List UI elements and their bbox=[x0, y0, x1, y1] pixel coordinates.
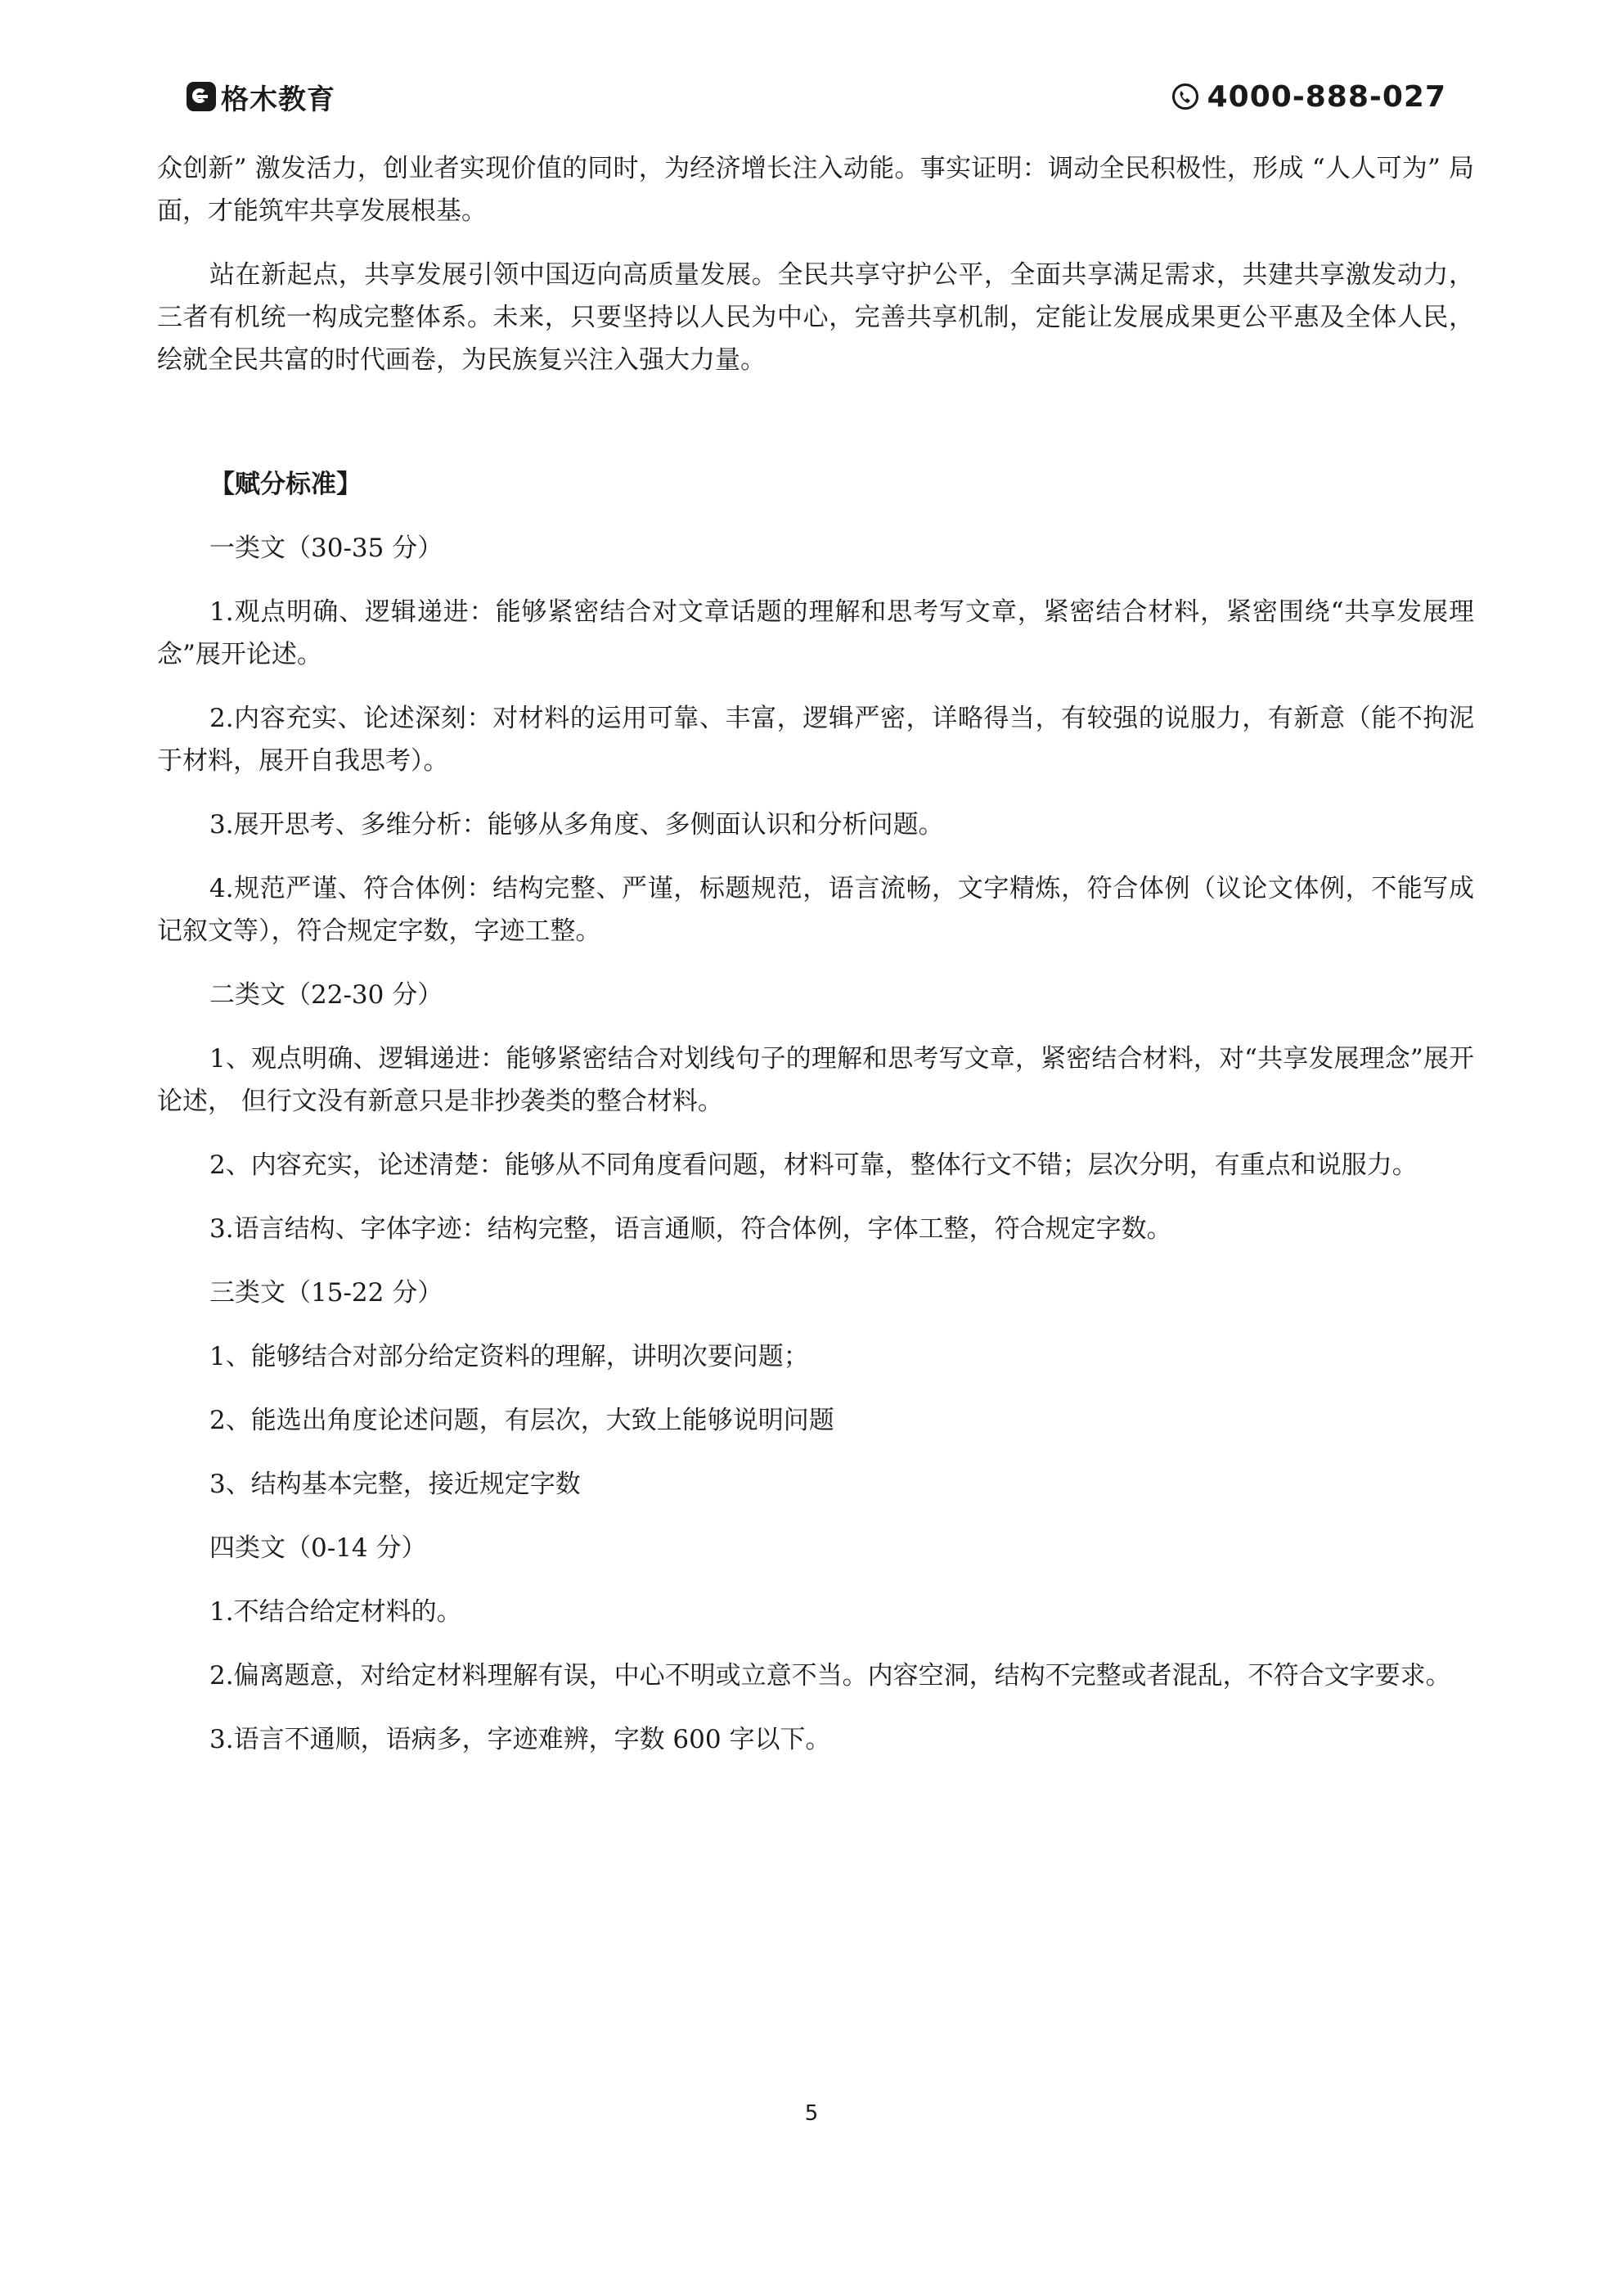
class3-item: 1、能够结合对部分给定资料的理解，讲明次要问题； bbox=[209, 1342, 809, 1371]
class1-item: 2.内容充实、论述深刻：对材料的运用可靠、丰富，逻辑严密，详略得当，有较强的说服力，有新意（能不拘泥于材料，展开自我思考）。 bbox=[157, 704, 1474, 776]
class4-item: 1.不结合给定材料的。 bbox=[209, 1597, 462, 1627]
logo-text: 格木教育 bbox=[221, 83, 335, 116]
class1-heading: 一类文（30-35 分） bbox=[209, 533, 443, 563]
class3-item: 3、结构基本完整，接近规定字数 bbox=[209, 1470, 581, 1499]
class2-item: 3.语言结构、字体字迹：结构完整，语言通顺，符合体例，字体工整，符合规定字数。 bbox=[209, 1214, 1172, 1244]
class1-item: 1.观点明确、逻辑递进：能够紧密结合对文章话题的理解和思考写文章，紧密结合材料，紧密围绕“共享发展理念”展开论述。 bbox=[157, 597, 1474, 669]
class2-item: 1、观点明确、逻辑递进：能够紧密结合对划线句子的理解和思考写文章，紧密结合材料，对“共享发展理念”展开论述， 但行文没有新意只是非抄袭类的整合材料。 bbox=[157, 1044, 1474, 1116]
class3-item: 2、能选出角度论述问题，有层次，大致上能够说明问题 bbox=[209, 1406, 834, 1435]
class4-item: 3.语言不通顺，语病多，字迹难辨，字数 600 字以下。 bbox=[209, 1725, 831, 1754]
class2-heading: 二类文（22-30 分） bbox=[209, 980, 443, 1010]
phone-contact bbox=[1171, 72, 1446, 121]
page-header bbox=[187, 72, 1446, 121]
document-body bbox=[157, 147, 1474, 1782]
phone-number: 4000-888-027 bbox=[1207, 79, 1446, 114]
phone-icon bbox=[1171, 83, 1199, 110]
class1-item: 3.展开思考、多维分析：能够从多角度、多侧面认识和分析问题。 bbox=[209, 810, 944, 840]
page-number: 5 bbox=[804, 2101, 819, 2126]
scoring-title: 【赋分标准】 bbox=[209, 470, 362, 499]
paragraph-continued: 众创新” 激发活力，创业者实现价值的同时，为经济增长注入动能。事实证明：调动全民积极性，形成 “人人可为” 局面，才能筑牢共享发展根基。 bbox=[157, 154, 1474, 226]
class4-item: 2.偏离题意，对给定材料理解有误，中心不明或立意不当。内容空洞，结构不完整或者混乱，不符合文字要求。 bbox=[209, 1661, 1451, 1690]
class3-heading: 三类文（15-22 分） bbox=[209, 1278, 443, 1308]
class1-item: 4.规范严谨、符合体例：结构完整、严谨，标题规范，语言流畅，文字精炼，符合体例（议论文体例，不能写成记叙文等），符合规定字数，字迹工整。 bbox=[157, 874, 1474, 946]
paragraph-conclusion: 站在新起点，共享发展引领中国迈向高质量发展。全民共享守护公平，全面共享满足需求，共建共享激发动力，三者有机统一构成完整体系。未来，只要坚持以人民为中心，完善共享机制，定能让发展成果更公平惠及全体人民，绘就全民共富的时代画卷，为民族复兴注入强大力量。 bbox=[157, 260, 1474, 375]
logo-e-icon bbox=[187, 82, 216, 111]
class2-item: 2、内容充实，论述清楚：能够从不同角度看问题，材料可靠，整体行文不错；层次分明，有重点和说服力。 bbox=[209, 1150, 1418, 1180]
class4-heading: 四类文（0-14 分） bbox=[209, 1533, 427, 1563]
brand-logo bbox=[187, 72, 335, 121]
